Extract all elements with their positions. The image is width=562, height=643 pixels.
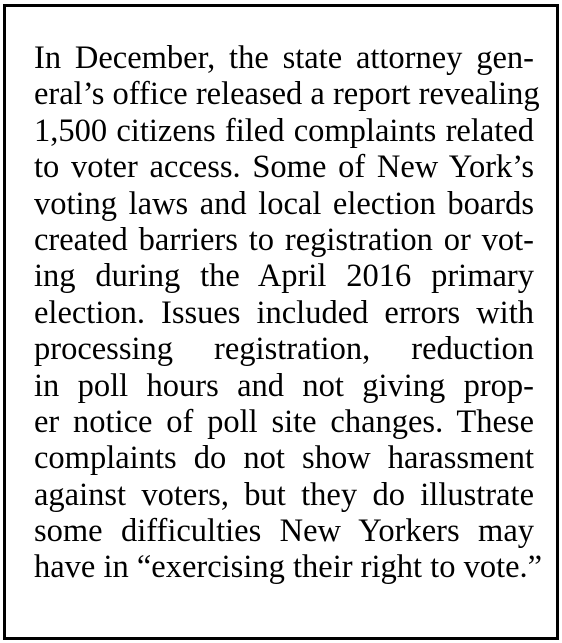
paragraph-line: election. Issues included errors with (34, 294, 534, 331)
paragraph-line: 1,500 citizens filed complaints related (34, 112, 534, 149)
paragraph-line: ing during the April 2016 primary (34, 258, 534, 295)
paragraph-line: against voters, but they do illustrate (34, 476, 534, 513)
paragraph-line: some difficulties New Yorkers may (34, 513, 534, 550)
paragraph-line: to voter access. Some of New York’s (34, 149, 534, 186)
paragraph-line: processing registration, reduction (34, 331, 534, 368)
paragraph-line: created barriers to registration or vot- (34, 221, 534, 258)
paragraph-line: complaints do not show harassment (34, 440, 534, 477)
paragraph-line: voting laws and local election boards (34, 185, 534, 222)
body-paragraph (34, 40, 543, 586)
paragraph-line: have in “exercising their right to vote.” (34, 549, 543, 586)
paragraph-line: er notice of poll site changes. These (34, 403, 534, 440)
text-box (3, 4, 559, 640)
paragraph-line: In December, the state attorney gen- (34, 40, 534, 76)
paragraph-line: in poll hours and not giving prop- (34, 367, 534, 404)
paragraph-line: eral’s office released a report revealing (34, 76, 540, 113)
